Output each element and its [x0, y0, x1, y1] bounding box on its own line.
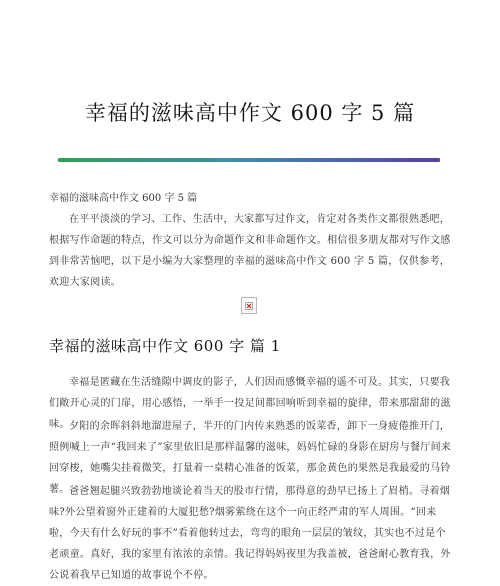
title-divider — [58, 158, 440, 162]
broken-image-glyph — [245, 302, 253, 310]
body-paragraph: 爸爸翘起腿兴致勃勃地谈论着当天的股市行情，那得意的劲早已扬上了眉梢。寻着烟味?外公望着窗外正建着的大厦犯愁?烟雾萦绕在这个一向正经严肃的军人周围。“回来啦，今天有什么好玩的事不”看着他转过去，弯弯的眼角一层层的皱纹，其实也不过是个老顽童。真好，我的家里有浓浓的亲情。我记得妈妈夜里为我盖被，爸爸耐心教育我，外公说着我早已知道的故事说个不停。 — [49, 486, 451, 581]
body-paragraph: 幸福是匿藏在生活缝隙中调皮的影子，人们因而感慨幸福的遥不可及。其实，只要我们敞开心灵的门扉，用心感悟，一举手一投足间都回响听到幸福的旋律，带来那甜甜的滋味。 — [49, 377, 451, 430]
page-title: 幸福的滋味高中作文 600 字 5 篇 — [84, 101, 416, 125]
section-heading: 幸福的滋味高中作文 600 字 篇 1 — [49, 337, 281, 355]
body-paragraph: 夕阳的余晖斜斜地溜进屋子，半开的门内传来熟悉的饭菜香，卸下一身疲倦推开门，照例喊上一声“我回来了”家里依旧是那样温馨的滋味，妈妈忙碌的身影在厨房与餐厅间来回穿梭，她嘴尖挂着微笑，打量着一桌精心准备的饭菜，那金黄色的果然是我最爱的马铃薯。 — [49, 421, 452, 495]
intro-paragraph: 在平平淡淡的学习、工作、生活中，大家都写过作文，肯定对各类作文都很熟悉吧，根据写作命题的特点，作文可以分为命题作文和非命题作文。相信很多朋友都对写作文感到非常苦恼吧，以下是小编为大家整理的幸福的滋味高中作文 600 字 5 篇，仅供参考，欢迎大家阅读。 — [49, 214, 451, 288]
document-subtitle: 幸福的滋味高中作文 600 字 5 篇 — [49, 193, 198, 204]
broken-image-icon — [241, 297, 257, 314]
